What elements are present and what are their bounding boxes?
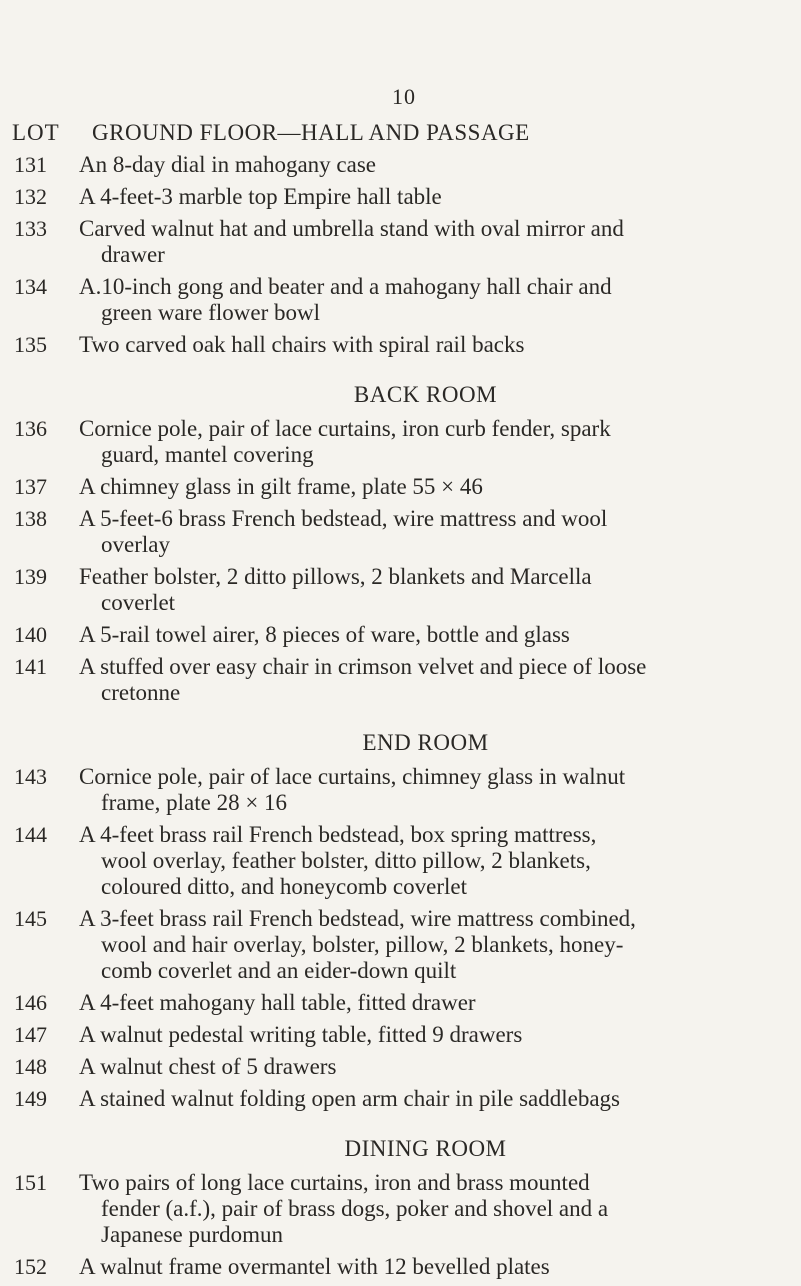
lot-item	[0, 822, 801, 900]
lot-description-continuation: guard, mantel covering	[101, 442, 314, 467]
lot-column-header: LOT	[12, 120, 60, 145]
lot-description-line: A walnut chest of 5 drawers	[79, 1054, 337, 1079]
lot-description-continuation: coverlet	[101, 590, 176, 615]
lot-item	[0, 1086, 801, 1112]
lot-number: 135	[14, 332, 47, 357]
lot-description-continuation: fender (a.f.), pair of brass dogs, poker and shovel and a	[101, 1196, 609, 1221]
lot-description-continuation: Japanese purdomun	[101, 1222, 284, 1247]
lot-number: 138	[14, 506, 47, 531]
lot-description-line: A 4-feet mahogany hall table, fitted drawer	[79, 990, 476, 1015]
lot-item	[0, 1054, 801, 1080]
lot-description-continuation: drawer	[101, 242, 165, 267]
lot-item	[0, 622, 801, 648]
lot-description-continuation: coloured ditto, and honeycomb coverlet	[101, 874, 467, 899]
lot-item	[0, 906, 801, 984]
lot-item	[0, 506, 801, 558]
page-number: 10	[392, 84, 416, 109]
lot-description	[58, 274, 801, 326]
lot-description-continuation: comb coverlet and an eider-down quilt	[101, 958, 457, 983]
lot-description	[58, 1022, 801, 1048]
lot-description-line: A 3-feet brass rail French bedstead, wire mattress combined,	[79, 906, 636, 931]
lot-description	[58, 474, 801, 500]
lot-item	[0, 1170, 801, 1248]
lot-description-continuation: overlay	[101, 532, 170, 557]
lot-description	[58, 184, 801, 210]
section-heading: END ROOM	[362, 730, 489, 755]
lot-description-line: A chimney glass in gilt frame, plate 55 × 46	[79, 474, 483, 499]
lot-item	[0, 216, 801, 268]
lot-description-line: An 8-day dial in mahogany case	[79, 152, 376, 177]
lot-number: 140	[14, 622, 47, 647]
lot-description	[58, 990, 801, 1016]
lot-description	[58, 764, 801, 816]
lot-number: 147	[14, 1022, 47, 1047]
lot-number: 139	[14, 564, 47, 589]
lot-description-continuation: green ware flower bowl	[101, 300, 321, 325]
lot-number: 145	[14, 906, 47, 931]
lot-description-line: Cornice pole, pair of lace curtains, iron curb fender, spark	[79, 416, 611, 441]
lot-description-line: A walnut pedestal writing table, fitted 9 drawers	[79, 1022, 523, 1047]
lot-description	[58, 822, 801, 900]
lot-description-continuation: wool overlay, feather bolster, ditto pillow, 2 blankets,	[101, 848, 591, 873]
lot-description-continuation: cretonne	[101, 680, 181, 705]
lot-description-line: Carved walnut hat and umbrella stand with oval mirror and	[79, 216, 624, 241]
lot-description	[58, 416, 801, 468]
lot-list	[0, 152, 801, 1286]
lot-description-line: Two pairs of long lace curtains, iron and brass mounted	[79, 1170, 590, 1195]
lot-description-line: A 4-feet brass rail French bedstead, box spring mattress,	[79, 822, 597, 847]
lot-item	[0, 564, 801, 616]
lot-number: 144	[14, 822, 47, 847]
lot-description	[58, 332, 801, 358]
lot-item	[0, 274, 801, 326]
lot-description	[58, 1054, 801, 1080]
lot-number: 137	[14, 474, 47, 499]
lot-number: 146	[14, 990, 47, 1015]
section-heading: DINING ROOM	[344, 1136, 507, 1161]
lot-description	[58, 152, 801, 178]
lot-description-line: A.10-inch gong and beater and a mahogany hall chair and	[79, 274, 612, 299]
lot-description-line: Feather bolster, 2 ditto pillows, 2 blankets and Marcella	[79, 564, 592, 589]
lot-number: 151	[14, 1170, 47, 1195]
lot-description	[58, 1086, 801, 1112]
lot-number: 149	[14, 1086, 47, 1111]
header-row	[0, 120, 801, 150]
lot-description	[58, 654, 801, 706]
lot-description-line: A walnut frame overmantel with 12 bevelled plates	[79, 1254, 550, 1279]
lot-description-line: A stuffed over easy chair in crimson velvet and piece of loose	[79, 654, 647, 679]
lot-item	[0, 1022, 801, 1048]
lot-description	[58, 1254, 801, 1280]
lot-description-line: A stained walnut folding open arm chair in pile saddlebags	[79, 1086, 621, 1111]
lot-item	[0, 184, 801, 210]
lot-number: 136	[14, 416, 47, 441]
lot-description	[58, 216, 801, 268]
lot-description	[58, 622, 801, 648]
section-heading: BACK ROOM	[353, 382, 498, 407]
lot-item	[0, 764, 801, 816]
lot-number: 148	[14, 1054, 47, 1079]
lot-number: 152	[14, 1254, 47, 1279]
lot-item	[0, 332, 801, 358]
lot-description	[58, 506, 801, 558]
lot-item	[0, 1254, 801, 1280]
lot-description-line: A 4-feet-3 marble top Empire hall table	[79, 184, 442, 209]
lot-description-line: Two carved oak hall chairs with spiral rail backs	[79, 332, 525, 357]
lot-description-line: Cornice pole, pair of lace curtains, chimney glass in walnut	[79, 764, 626, 789]
lot-number: 134	[14, 274, 47, 299]
lot-number: 132	[14, 184, 47, 209]
lot-item	[0, 416, 801, 468]
lot-item	[0, 654, 801, 706]
lot-description	[58, 564, 801, 616]
lot-description	[58, 1170, 801, 1248]
lot-item	[0, 474, 801, 500]
lot-number: 131	[14, 152, 47, 177]
lot-number: 143	[14, 764, 47, 789]
section-title-hall-passage: GROUND FLOOR—HALL AND PASSAGE	[92, 120, 530, 145]
lot-item	[0, 152, 801, 178]
lot-number: 133	[14, 216, 47, 241]
lot-description-continuation: wool and hair overlay, bolster, pillow, 2 blankets, honey-	[101, 932, 624, 957]
lot-item	[0, 990, 801, 1016]
lot-description-line: A 5-feet-6 brass French bedstead, wire mattress and wool	[79, 506, 608, 531]
lot-description	[58, 906, 801, 984]
lot-number: 141	[14, 654, 47, 679]
lot-description-line: A 5-rail towel airer, 8 pieces of ware, bottle and glass	[79, 622, 570, 647]
lot-description-continuation: frame, plate 28 × 16	[101, 790, 288, 815]
